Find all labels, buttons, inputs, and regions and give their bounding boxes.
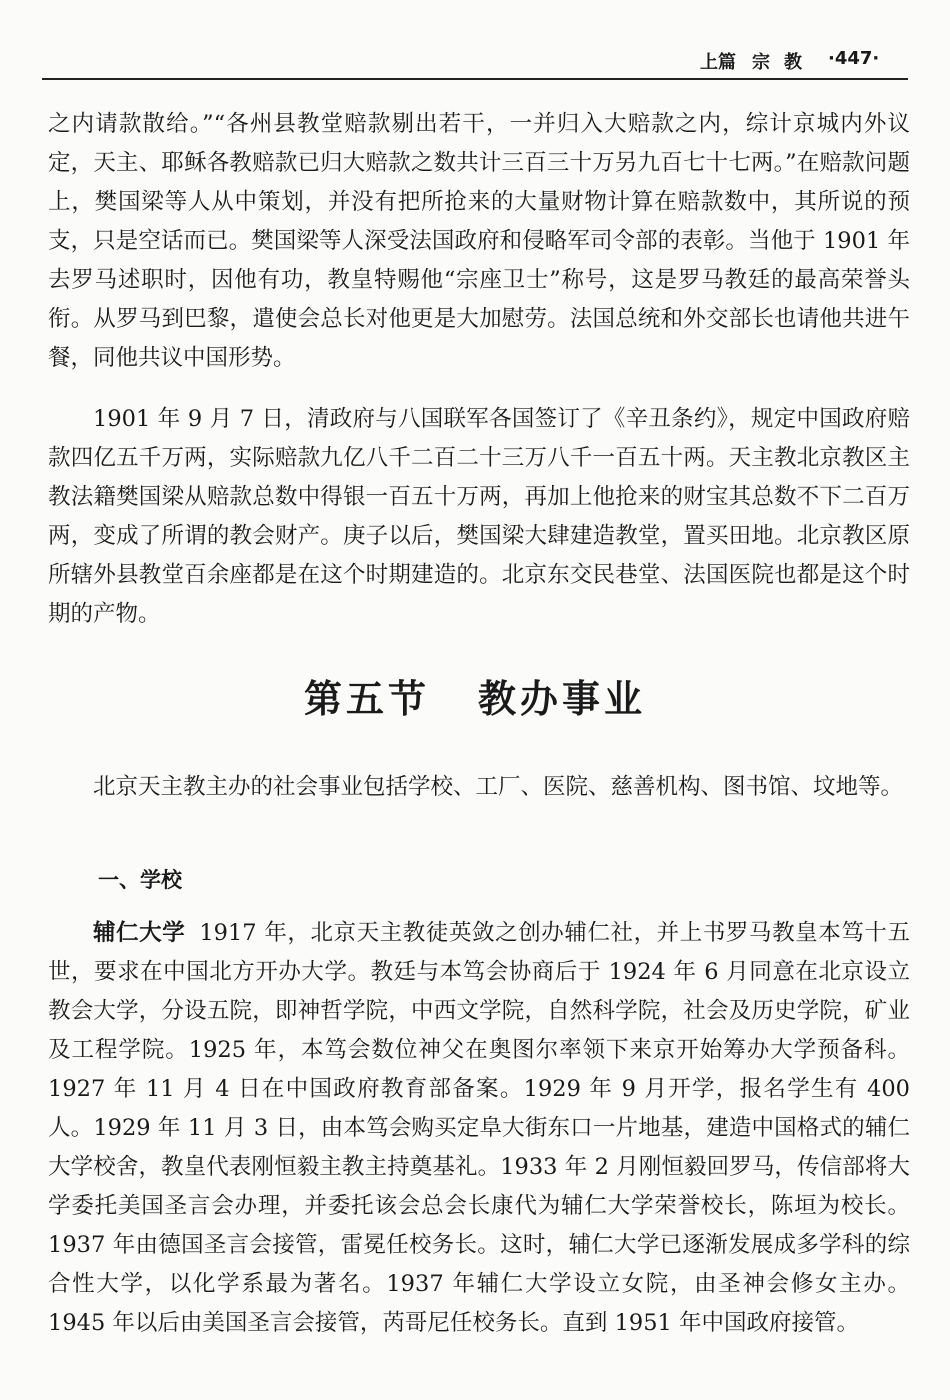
paragraph-indemnity-continued: 之内请款散给。”“各州县教堂赔款剔出若干，一并归入大赔款之内，综计京城内外议定，天主、耶稣各教赔款已归大赔款之数共计三百三十万另九百七十七两。”在赔款问题上，樊国梁等人从中策划，并没有把所抢来的大量财物计算在赔款数中，其所说的预支，只是空话而已。樊国梁等人深受法国政府和侵略军司令部的表彰。当他于 1901 年去罗马述职时，因他有功，教皇特赐他“宗座卫士”称号，这是罗马教廷的最高荣誉头衔。从罗马到巴黎，遣使会总长对他更是大加慰劳。法国总统和外交部长也请他共进午餐，同他共议中国形势。 <box>48 111 910 371</box>
section-number: 第五节 <box>303 676 430 721</box>
furen-heading: 辅仁大学 <box>93 920 186 946</box>
page-number: ·447· <box>828 48 880 69</box>
header-rule <box>42 78 908 80</box>
paragraph-furen-university <box>48 914 910 1343</box>
paragraph-boxer-protocol: 1901 年 9 月 7 日，清政府与八国联军各国签订了《辛丑条约》，规定中国政府赔款四亿五千万两，实际赔款九亿八千二百二十三万八千一百五十两。天主教北京教区主教法籍樊国梁从赔款总数中得银一百五十万两，再加上他抢来的财宝其总数不下二百万两，变成了所谓的教会财产。庚子以后，樊国梁大肆建造教堂，置买田地。北京教区原所辖外县教堂百余座都是在这个时期建造的。北京东交民巷堂、法国医院也都是这个时期的产物。 <box>48 406 910 627</box>
section-title <box>0 668 950 723</box>
subheading-schools: 一、学校 <box>98 868 182 892</box>
paragraph-intro: 北京天主教主办的社会事业包括学校、工厂、医院、慈善机构、图书馆、坟地等。 <box>93 774 904 800</box>
running-header <box>700 46 905 74</box>
header-chapter: 宗教 <box>752 52 816 73</box>
header-part: 上篇 <box>700 52 736 73</box>
furen-text: 1917 年，北京天主教徒英敛之创办辅仁社，并上书罗马教皇本笃十五世，要求在中国北方开办大学。教廷与本笃会协商后于 1924 年 6 月同意在北京设立教会大学，分设五院，即神哲学院，中西文学院，自然科学院，社会及历史学院，矿业及工程学院。1925 年，本笃会数位神父在奥图尔率领下来京开始筹办大学预备科。1927 年 11 月 4 日在中国政府教育部备案。1929 年 9 月开学，报名学生有 400 人。1929 年 11 月 3 日，由本笃会购买定阜大街东口一片地基，建造中国格式的辅仁大学校舍，教皇代表刚恒毅主教主持奠基礼。1933 年 2 月刚恒毅回罗马，传信部将大学委托美国圣言会办理，并委托该会总会长康代为辅仁大学荣誉校长，陈垣为校长。1937 年由德国圣言会接管，雷冕任校务长。这时，辅仁大学已逐渐发展成多学科的综合性大学，以化学系最为著名。1937 年辅仁大学设立女院，由圣神会修女主办。1945 年以后由美国圣言会接管，芮哥尼任校务长。直到 1951 年中国政府接管。 <box>48 920 910 1336</box>
section-title-text: 教办事业 <box>478 676 647 721</box>
